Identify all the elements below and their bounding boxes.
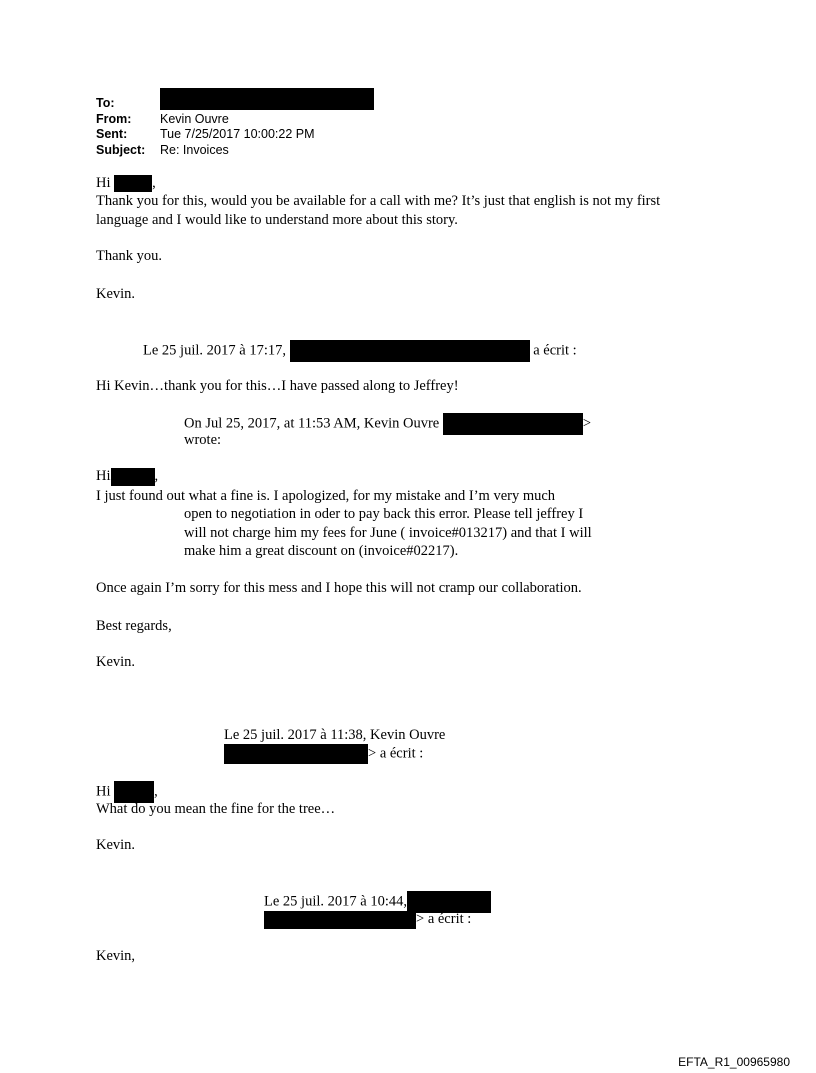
quote2-line: I just found out what a fine is. I apologized, for my mistake and I’m very much xyxy=(96,488,556,504)
greeting: Hi xyxy=(96,468,111,484)
quote3-intro: Le 25 juil. 2017 à 11:38, Kevin Ouvre xyxy=(224,727,446,743)
quote4-intro-text: Le 25 juil. 2017 à 10:44, xyxy=(264,893,407,910)
to-label: To: xyxy=(96,96,115,110)
quote2-intro-text: On Jul 25, 2017, at 11:53 AM, Kevin Ouvre xyxy=(184,415,440,432)
msg1-greeting-line: Hi , xyxy=(96,175,156,191)
email-header xyxy=(96,96,374,158)
msg1-line: language and I would like to understand more about this story. xyxy=(96,212,458,228)
quote2-intro: On Jul 25, 2017, at 11:53 AM, Kevin Ouvre > xyxy=(184,413,591,435)
quote3-intro-second: > a écrit : xyxy=(224,744,423,764)
quote3-intro-post: a écrit : xyxy=(379,745,424,762)
greeting: Hi xyxy=(96,783,111,800)
redaction-box xyxy=(443,413,583,435)
quote2-signature: Kevin. xyxy=(96,654,136,670)
from-label: From: xyxy=(96,111,132,126)
redaction-box xyxy=(111,468,155,486)
quote2-line: will not charge him my fees for June ( invoice#013217) and that I will xyxy=(184,525,592,541)
document-id: EFTA_R1_00965980 xyxy=(678,1055,790,1069)
quote2-regards: Best regards, xyxy=(96,618,172,634)
quote2-line: open to negotiation in oder to pay back this error. Please tell jeffrey I xyxy=(184,506,584,522)
quote4-intro-post: a écrit : xyxy=(427,911,472,927)
msg1-line: Thank you for this, would you be available for a call with me? It’s just that english is not my first xyxy=(96,193,661,209)
quote1-intro xyxy=(143,340,577,362)
redaction-box xyxy=(160,88,374,110)
msg1-thanks: Thank you. xyxy=(96,248,163,264)
redaction-box xyxy=(114,175,152,192)
from-value: Kevin Ouvre xyxy=(160,111,229,126)
quote3-signature: Kevin. xyxy=(96,837,136,853)
redaction-box xyxy=(224,744,368,764)
quote2-line: make him a great discount on (invoice#02217). xyxy=(184,543,459,559)
quote1-intro-text: Le 25 juil. 2017 à 17:17, xyxy=(143,342,286,359)
quote1-intro-post: a écrit : xyxy=(533,342,577,359)
quote1-body: Hi Kevin…thank you for this…I have passed along to Jeffrey! xyxy=(96,378,459,394)
sent-row xyxy=(96,127,374,143)
subject-value: Re: Invoices xyxy=(160,142,229,157)
quote3-greeting-line: Hi , xyxy=(96,781,158,803)
quote2-greeting-line: Hi , xyxy=(96,468,159,484)
subject-label: Subject: xyxy=(96,142,146,157)
quote3-line: What do you mean the fine for the tree… xyxy=(96,801,336,817)
quote4-greeting: Kevin, xyxy=(96,948,136,964)
quote4-intro-second: > a écrit : xyxy=(264,910,471,929)
quote2-intro-wrote: wrote: xyxy=(184,432,222,448)
from-row xyxy=(96,112,374,128)
to-row xyxy=(96,96,374,112)
redaction-box xyxy=(290,340,530,362)
greeting: Hi xyxy=(96,175,111,191)
quote2-line: Once again I’m sorry for this mess and I hope this will not cramp our collaboration. xyxy=(96,580,582,596)
msg1-signature: Kevin. xyxy=(96,286,136,302)
subject-row xyxy=(96,143,374,159)
sent-label: Sent: xyxy=(96,127,128,141)
sent-value: Tue 7/25/2017 10:00:22 PM xyxy=(160,127,315,141)
redaction-box xyxy=(264,911,416,929)
